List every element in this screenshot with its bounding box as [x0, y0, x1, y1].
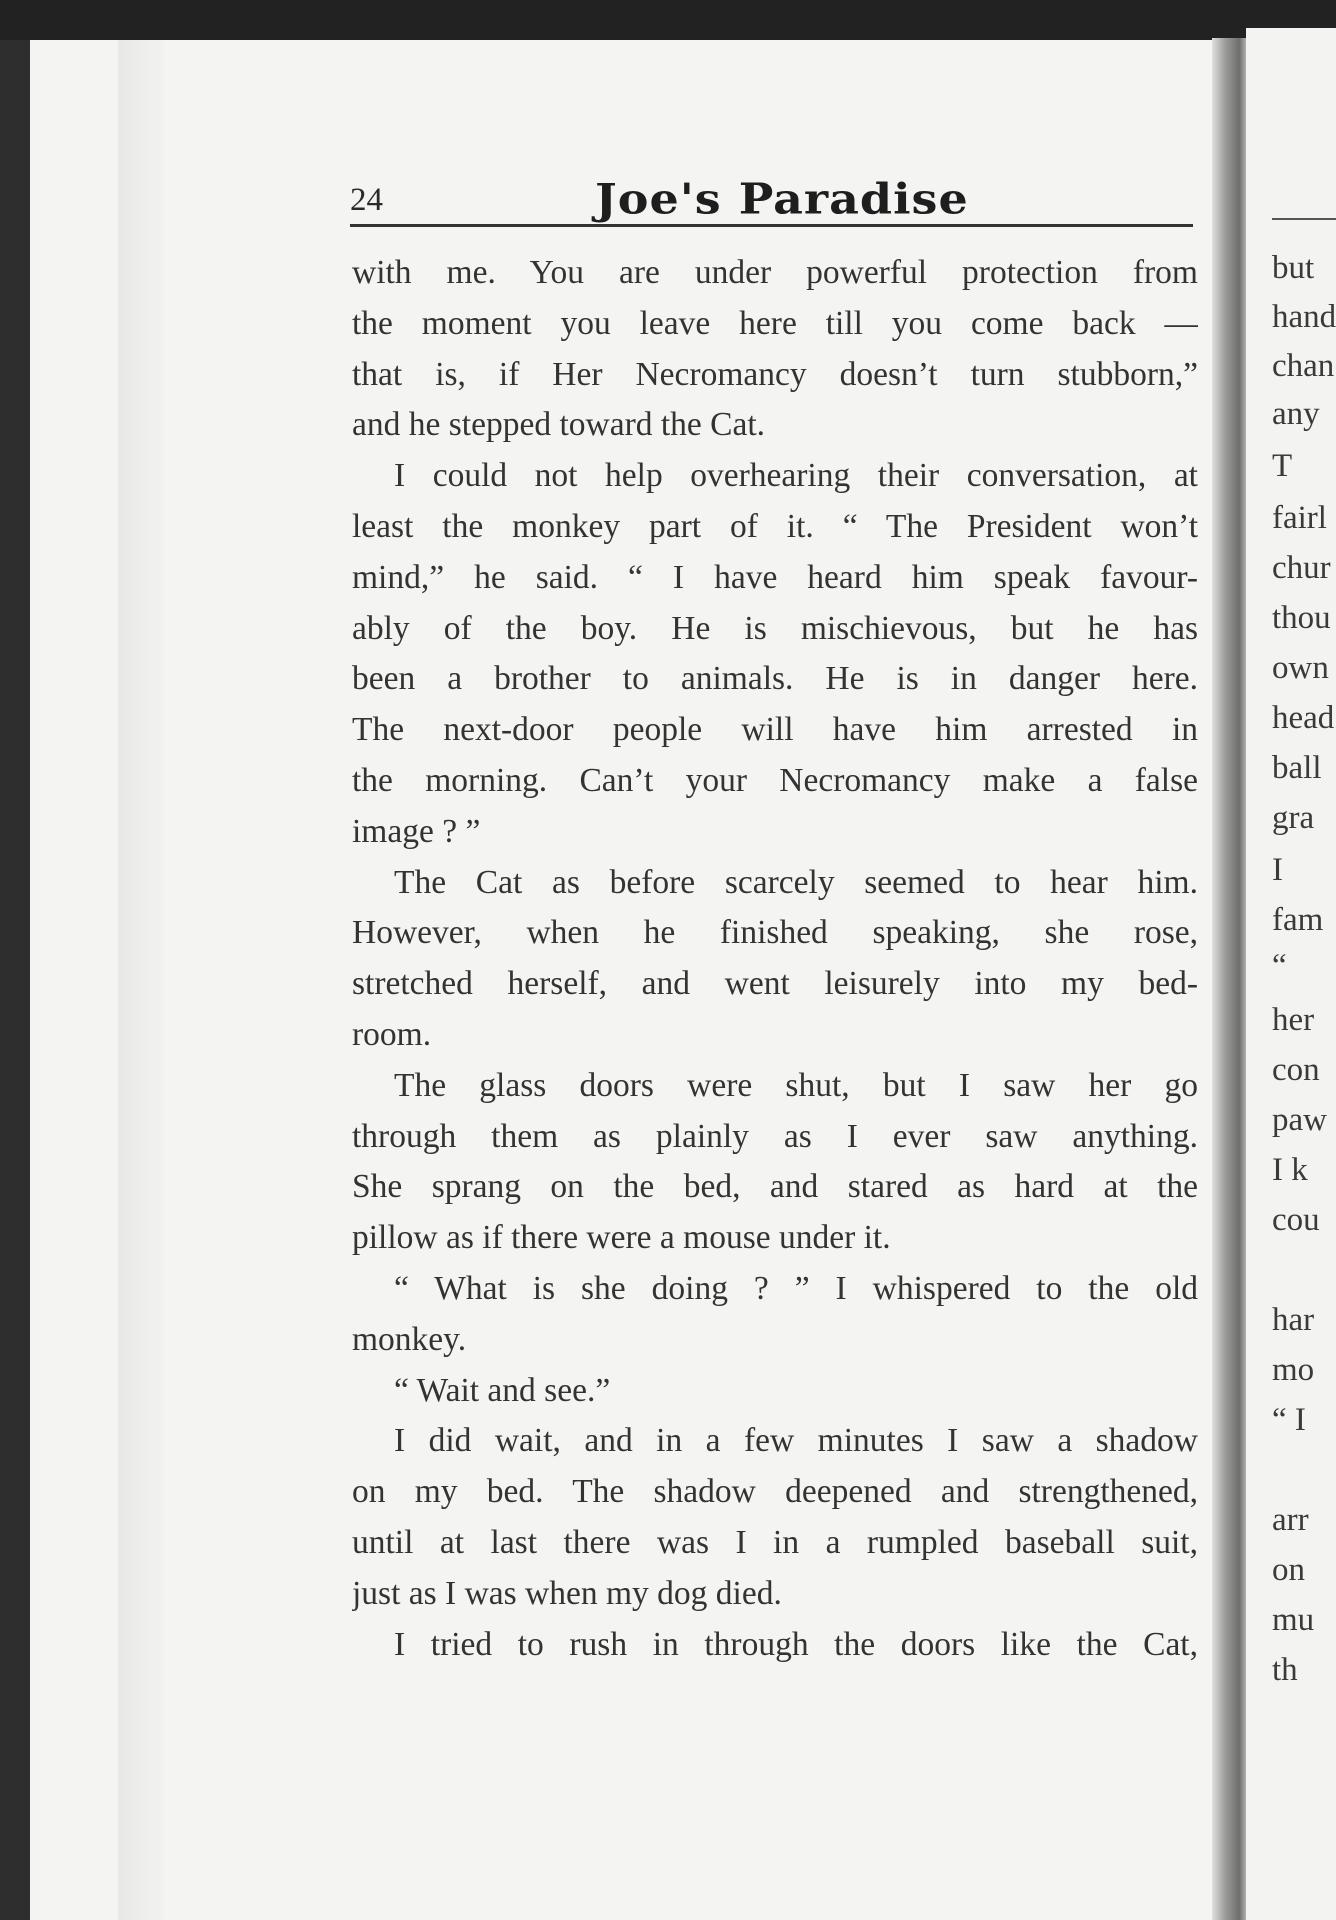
text-line: image ? ” — [352, 812, 481, 850]
facing-page-fragment: T — [1272, 448, 1293, 484]
page-edge-shading — [118, 40, 164, 1920]
text-line: “ Wait and see.” — [394, 1371, 611, 1409]
facing-page-fragment: th — [1272, 1652, 1298, 1688]
facing-page-header-rule — [1272, 218, 1336, 220]
text-line: The next-door people will have him arrested in — [352, 711, 1198, 749]
text-line: the moment you leave here till you come back — — [352, 304, 1198, 342]
text-line: I could not help overhearing their conversation, at — [394, 457, 1198, 495]
running-title: Joe's Paradise — [595, 174, 969, 224]
facing-page-fragment: arr — [1272, 1502, 1309, 1538]
facing-page-fragment: “ — [1272, 948, 1287, 984]
text-line: The glass doors were shut, but I saw her go — [394, 1066, 1198, 1104]
text-line: until at last there was I in a rumpled baseball suit, — [352, 1523, 1198, 1561]
facing-page-fragment: hand — [1272, 299, 1336, 335]
book-gutter — [1212, 38, 1246, 1920]
facing-page-fragment: mo — [1272, 1352, 1315, 1388]
text-line: and he stepped toward the Cat. — [352, 406, 766, 444]
facing-page-fragment: gra — [1272, 800, 1315, 836]
facing-page-fragment: chan — [1272, 348, 1335, 384]
facing-page-fragment: paw — [1272, 1102, 1327, 1138]
text-line: I tried to rush in through the doors like the Cat, — [394, 1625, 1198, 1663]
text-line: least the monkey part of it. “ The President won’t — [352, 507, 1198, 545]
text-line: monkey. — [352, 1320, 467, 1358]
facing-page-fragment: mu — [1272, 1602, 1315, 1638]
facing-page-fragment: “ I — [1272, 1402, 1306, 1438]
text-line: stretched herself, and went leisurely into my bed- — [352, 965, 1198, 1003]
text-line: the morning. Can’t your Necromancy make a false — [352, 761, 1198, 799]
text-line: room. — [352, 1015, 432, 1053]
facing-page-fragment: fam — [1272, 902, 1324, 938]
facing-page-fragment: har — [1272, 1302, 1315, 1338]
facing-page-fragment: fairl — [1272, 500, 1327, 536]
text-line: with me. You are under powerful protection from — [352, 254, 1198, 291]
header-rule — [350, 224, 1193, 227]
facing-page-fragment: head — [1272, 700, 1335, 736]
facing-page-fragment: her — [1272, 1002, 1315, 1038]
text-line: She sprang on the bed, and stared as hard at the — [352, 1168, 1198, 1206]
page-number: 24 — [350, 182, 383, 218]
text-line: However, when he finished speaking, she rose, — [352, 914, 1198, 952]
text-line: just as I was when my dog died. — [352, 1574, 782, 1612]
text-line: The Cat as before scarcely seemed to hear him. — [394, 863, 1198, 901]
page-header — [350, 172, 1192, 228]
text-line: been a brother to animals. He is in danger here. — [352, 660, 1198, 698]
facing-page-fragment: on — [1272, 1552, 1305, 1588]
facing-page-fragment: own — [1272, 650, 1329, 686]
facing-page-fragment: chur — [1272, 550, 1331, 586]
facing-page-fragment: I — [1272, 852, 1283, 888]
facing-page-fragment: ball — [1272, 750, 1322, 786]
facing-page-fragment: thou — [1272, 600, 1331, 636]
facing-page-fragment: but — [1272, 250, 1315, 286]
text-line: on my bed. The shadow deepened and strengthened, — [352, 1473, 1198, 1511]
text-line: I did wait, and in a few minutes I saw a shadow — [394, 1422, 1198, 1460]
facing-page-fragment: any — [1272, 396, 1320, 432]
text-line: through them as plainly as I ever saw anything. — [352, 1117, 1198, 1155]
text-line: that is, if Her Necromancy doesn’t turn stubborn,” — [352, 355, 1198, 393]
body-text — [352, 248, 1198, 1670]
text-line: pillow as if there were a mouse under it. — [352, 1219, 891, 1257]
facing-page-fragment: con — [1272, 1052, 1320, 1088]
facing-page-fragment: I k — [1272, 1152, 1308, 1188]
facing-page-fragment: cou — [1272, 1202, 1320, 1238]
text-line: mind,” he said. “ I have heard him speak favour- — [352, 558, 1198, 596]
text-line: “ What is she doing ? ” I whispered to the old — [394, 1269, 1198, 1307]
text-line: ably of the boy. He is mischievous, but he has — [352, 609, 1198, 647]
scan-top-edge — [0, 0, 1336, 40]
